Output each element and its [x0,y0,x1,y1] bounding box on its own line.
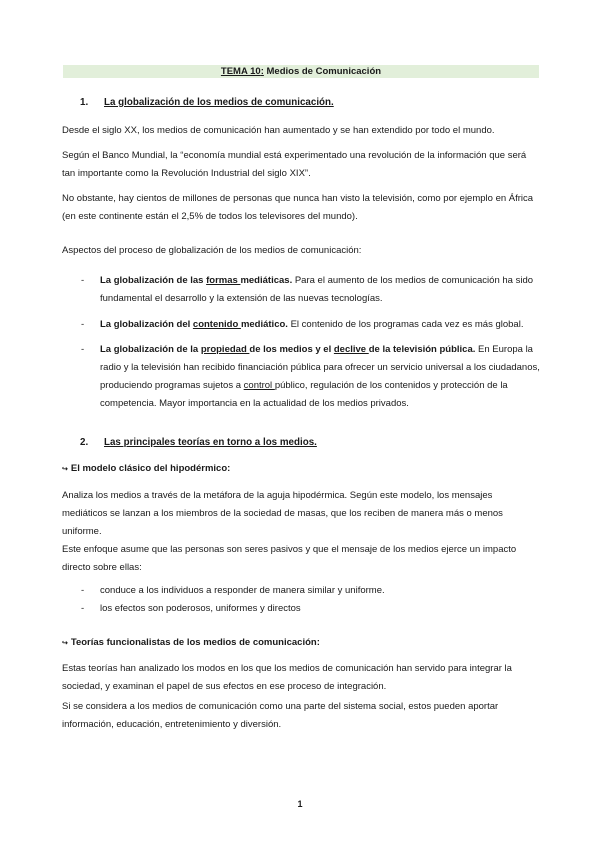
list-item [81,341,540,413]
section2-heading [80,437,317,448]
paragraph: Si se considera a los medios de comunicación como una parte del sistema social, estos pueden aportar información, educación, entretenimiento y diversión. [62,701,499,730]
paragraph: Analiza los medios a través de la metáfora de la aguja hipodérmica. Según este modelo, los mensajes mediáticos se lanzan a los miembros de la sociedad de masas, que los reciben de manera más o menos uniforme. [62,490,503,537]
section1-number: 1. [80,97,89,108]
bullet-bold-text: La globalización del [100,319,193,330]
subheading [62,463,230,474]
bullet-dash: - [81,319,85,330]
page-number: 1 [297,799,303,809]
page-title [63,65,539,78]
arrow-icon: ↪ [62,466,68,473]
bullet-underlined-text: contenido [192,319,241,330]
bullet-text: Para el aumento de los medios de comunicación ha sido fundamental el desarrollo y la extensión de las nuevas tecnologías. [100,275,534,304]
paragraph: Este enfoque asume que las personas son seres pasivos y que el mensaje de los medios ejerce un impacto directo sobre ellas: [62,544,517,573]
bullet-text: En Europa la radio y la televisión han recibido financiación pública para ofrecer un servicio universal a los ciudadanos, produciendo programas sujetos a [100,344,540,391]
section1-heading-text: La globalización de los medios de comunicación. [104,97,334,108]
list-item [81,272,540,308]
bullet-bold-text: mediático. [240,319,288,330]
paragraph: Desde el siglo XX, los medios de comunicación han aumentado y se han extendido por todo el mundo. [62,125,495,136]
bullet-underlined-text: declive [333,344,369,355]
bullet-underlined-text: propiedad [200,344,250,355]
bullet-text: público, regulación de los contenidos y protección de la competencia. Mayor importancia en la actualidad de los medios privados. [100,380,508,409]
paragraph: No obstante, hay cientos de millones de personas que nunca han visto la televisión, como por ejemplo en África (en este continente están el 2,5% de todos los televisores del mundo). [62,193,534,222]
title-rest: Medios de Comunicación [263,66,382,77]
subheading-text: Teorías funcionalistas de los medios de comunicación: [70,637,320,648]
bullet-bold-text: La globalización de las [100,275,207,286]
title-label: TEMA 10 [220,66,261,77]
bullet-dash: - [81,585,85,596]
arrow-icon: ↪ [62,640,68,647]
list-item [81,600,540,618]
section2-heading-text: Las principales teorías en torno a los medios. [104,437,317,448]
bullet-text: conduce a los individuos a responder de manera similar y uniforme. [100,585,385,596]
bullet-bold-text: de los medios y el [249,344,334,355]
bullet-underlined-text: control [243,380,275,391]
bullet-dash: - [81,275,85,286]
bullet-text: El contenido de los programas cada vez es más global. [287,319,524,330]
bullet-dash: - [81,344,85,355]
section2-number: 2. [80,437,89,448]
paragraph: Según el Banco Mundial, la “economía mundial está experimentado una revolución de la información que será tan importante como la Revolución Industrial del siglo XIX”. [62,150,527,179]
paragraph: Aspectos del proceso de globalización de los medios de comunicación: [62,245,362,256]
bullet-underlined-text: formas [206,275,241,286]
title-colon: : [260,66,264,77]
bullet-dash: - [81,603,85,614]
bullet-bold-text: de la televisión pública. [368,344,476,355]
bullet-text: los efectos son poderosos, uniformes y directos [100,603,301,614]
subheading [62,637,320,648]
subheading-text: El modelo clásico del hipodérmico: [70,463,231,474]
section1-heading [80,97,334,108]
paragraph: Estas teorías han analizado los modos en los que los medios de comunicación han servido para integrar la sociedad, y examinan el papel de sus efectos en ese proceso de integración. [62,663,512,692]
list-item [81,582,540,600]
list-item [81,316,545,334]
bullet-bold-text: mediáticas. [240,275,293,286]
bullet-bold-text: La globalización de la [100,344,201,355]
